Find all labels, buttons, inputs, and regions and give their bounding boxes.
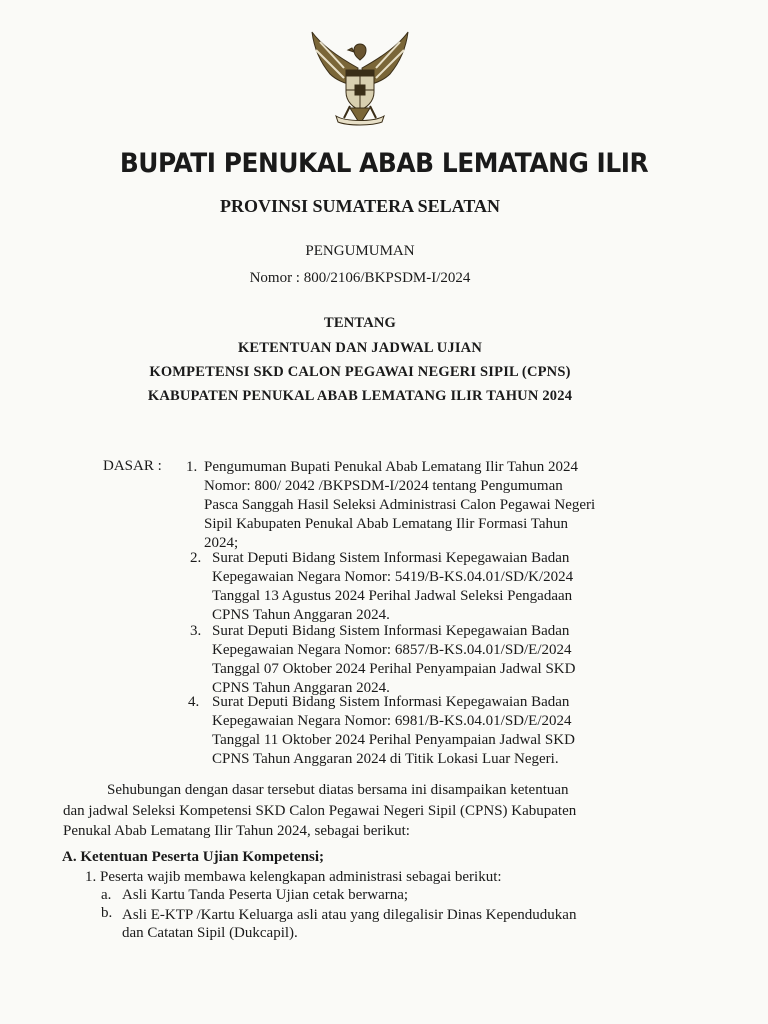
subject-line-3: KABUPATEN PENUKAL ABAB LEMATANG ILIR TAHUN 2024	[147, 388, 573, 404]
intro-line-1: Sehubungan dengan dasar tersebut diatas bersama ini disampaikan ketentuan	[107, 782, 569, 798]
dasar-item-number: 4.	[188, 694, 200, 710]
dasar-item-line: Sipil Kabupaten Penukal Abab Lematang Ilir Formasi Tahun	[204, 516, 569, 532]
dasar-item-number: 2.	[190, 550, 202, 566]
dasar-item-line: Surat Deputi Bidang Sistem Informasi Kepegawaian Badan	[212, 623, 570, 639]
dasar-item-line: Surat Deputi Bidang Sistem Informasi Kepegawaian Badan	[212, 694, 570, 710]
garuda-emblem-icon	[300, 28, 420, 128]
sub-item-a-label: a.	[101, 887, 112, 903]
document-number: Nomor : 800/2106/BKPSDM-I/2024	[249, 270, 471, 286]
document-type: PENGUMUMAN	[305, 243, 415, 259]
dasar-item-line: 2024;	[204, 535, 239, 551]
sub-item-b-label: b.	[101, 905, 113, 921]
province-title: PROVINSI SUMATERA SELATAN	[219, 196, 501, 216]
dasar-item-line: CPNS Tahun Anggaran 2024.	[212, 680, 390, 696]
dasar-item-line: Surat Deputi Bidang Sistem Informasi Kepegawaian Badan	[212, 550, 570, 566]
intro-line-2: dan jadwal Seleksi Kompetensi SKD Calon Pegawai Negeri Sipil (CPNS) Kabupaten	[63, 803, 577, 819]
dasar-item-number: 3.	[190, 623, 202, 639]
subject-line-2: KOMPETENSI SKD CALON PEGAWAI NEGERI SIPIL (CPNS)	[149, 364, 571, 380]
subject-tentang: TENTANG	[323, 315, 397, 331]
intro-line-3: Penukal Abab Lematang Ilir Tahun 2024, sebagai berikut:	[63, 823, 410, 839]
dasar-item-line: Pengumuman Bupati Penukal Abab Lematang Ilir Tahun 2024	[204, 459, 579, 475]
sub-item-b-line-1: Asli E-KTP /Kartu Keluarga asli atau yang dilegalisir Dinas Kependudukan	[122, 907, 577, 923]
dasar-item-line: CPNS Tahun Anggaran 2024.	[212, 607, 390, 623]
dasar-label: DASAR :	[103, 458, 162, 474]
subject-line-1: KETENTUAN DAN JADWAL UJIAN	[237, 340, 483, 356]
dasar-item-line: Pasca Sanggah Hasil Seleksi Administrasi Calon Pegawai Negeri	[204, 497, 596, 513]
section-a-item-1: 1. Peserta wajib membawa kelengkapan administrasi sebagai berikut:	[85, 869, 502, 885]
dasar-item-line: CPNS Tahun Anggaran 2024 di Titik Lokasi Luar Negeri.	[212, 751, 559, 767]
sub-item-b-line-2: dan Catatan Sipil (Dukcapil).	[122, 925, 298, 941]
dasar-item-line: Kepegawaian Negara Nomor: 5419/B-KS.04.01/SD/K/2024	[212, 569, 574, 585]
dasar-item-line: Nomor: 800/ 2042 /BKPSDM-I/2024 tentang Pengumuman	[204, 478, 563, 494]
regent-title: BUPATI PENUKAL ABAB LEMATANG ILIR	[119, 148, 649, 179]
dasar-item-line: Tanggal 13 Agustus 2024 Perihal Jadwal Seleksi Pengadaan	[212, 588, 573, 604]
dasar-item-line: Kepegawaian Negara Nomor: 6857/B-KS.04.01/SD/E/2024	[212, 642, 572, 658]
dasar-item-line: Tanggal 11 Oktober 2024 Perihal Penyampaian Jadwal SKD	[212, 732, 575, 748]
dasar-item-number: 1.	[186, 459, 198, 475]
section-a-title: A. Ketentuan Peserta Ujian Kompetensi;	[62, 849, 325, 865]
dasar-item-line: Tanggal 07 Oktober 2024 Perihal Penyampaian Jadwal SKD	[212, 661, 576, 677]
sub-item-a-text: Asli Kartu Tanda Peserta Ujian cetak berwarna;	[122, 887, 409, 903]
dasar-item-line: Kepegawaian Negara Nomor: 6981/B-KS.04.01/SD/E/2024	[212, 713, 572, 729]
